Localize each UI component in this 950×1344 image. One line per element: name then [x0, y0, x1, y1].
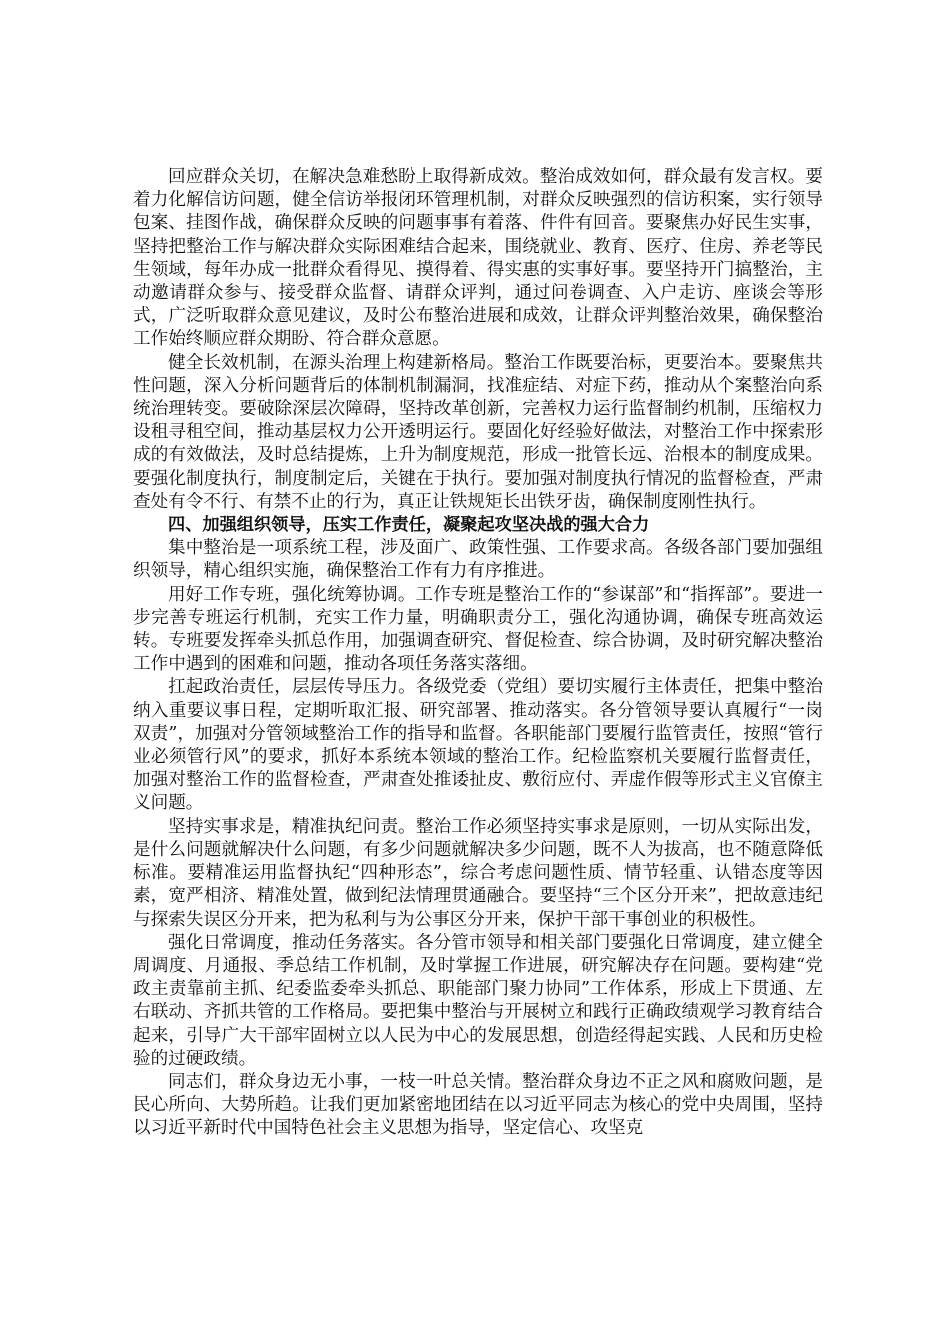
paragraph-system-project: 集中整治是一项系统工程，涉及面广、政策性强、工作要求高。各级各部门要加强组织领导，精心组织实施，确保整治工作有力有序推进。 — [133, 538, 823, 582]
paragraph-closing-remarks: 同志们，群众身边无小事，一枝一叶总关情。整治群众身边不正之风和腐败问题，是民心所向、大势所趋。让我们更加紧密地团结在以习近平同志为核心的党中央周围，坚持以习近平新时代中国特色社会主义思想为指导，坚定信心、攻坚克 — [133, 1071, 823, 1139]
document-body — [133, 166, 823, 1141]
paragraph-daily-scheduling: 强化日常调度，推动任务落实。各分管市领导和相关部门要强化日常调度，建立健全周调度、月通报、季总结工作机制，及时掌握工作进展，研究解决存在问题。要构建“党政主责靠前主抓、纪委监委牵头抓总、职能部门聚力协同”工作体系，形成上下贯通、左右联动、齐抓共管的工作格局。要把集中整治与开展树立和践行正确政绩观学习教育结合起来，引导广大干部牢固树立以人民为中心的发展思想，创造经得起实践、人民和历史检验的过硬政绩。 — [133, 932, 823, 1069]
paragraph-political-responsibility: 扛起政治责任，层层传导压力。各级党委（党组）要切实履行主体责任，把集中整治纳入重要议事日程，定期听取汇报、研究部署、推动落实。各分管领导要认真履行“一岗双责”，加强对分管领域整治工作的指导和监督。各职能部门要履行监管责任，按照“管行业必须管行风”的要求，抓好本系统本领域的整治工作。纪检监察机关要履行监督责任，加强对整治工作的监督检查，严肃查处推诿扯皮、敷衍应付、弄虚作假等形式主义官僚主义问题。 — [133, 677, 823, 814]
paragraph-mass-concerns: 回应群众关切，在解决急难愁盼上取得新成效。整治成效如何，群众最有发言权。要着力化解信访问题，健全信访举报闭环管理机制，对群众反映强烈的信访积案，实行领导包案、挂图作战，确保群众反映的问题事事有着落、件件有回音。要聚焦办好民生实事，坚持把整治工作与解决群众实际困难结合起来，围绕就业、教育、医疗、住房、养老等民生领域，每年办成一批群众看得见、摸得着、得实惠的实事好事。要坚持开门搞整治，主动邀请群众参与、接受群众监督、请群众评判，通过问卷调查、入户走访、座谈会等形式，广泛听取群众意见建议，及时公布整治进展和成效，让群众评判整治效果，确保整治工作始终顺应群众期盼、符合群众意愿。 — [133, 167, 823, 350]
section-heading-organization-leadership: 四、加强组织领导，压实工作责任，凝聚起攻坚决战的强大合力 — [168, 515, 650, 536]
paragraph-seek-truth-from-facts: 坚持实事求是，精准执纪问责。整治工作必须坚持实事求是原则，一切从实际出发，是什么问题就解决什么问题，有多少问题就解决多少问题，既不人为拔高，也不随意降低标准。要精准运用监督执纪“四种形态”，综合考虑问题性质、情节轻重、认错态度等因素，宽严相济、精准处置，做到纪法情理贯通融合。要坚持“三个区分开来”，把故意违纪与探索失误区分开来，把为私利与为公事区分开来，保护干部干事创业的积极性。 — [133, 816, 823, 930]
paragraph-work-task-force: 用好工作专班，强化统筹协调。工作专班是整治工作的“参谋部”和“指挥部”。要进一步完善专班运行机制，充实工作力量，明确职责分工，强化沟通协调，确保专班高效运转。专班要发挥牵头抓总作用，加强调查研究、督促检查、综合协调，及时研究解决整治工作中遇到的困难和问题，推动各项任务落实落细。 — [133, 584, 823, 675]
paragraph-long-term-mechanism: 健全长效机制，在源头治理上构建新格局。整治工作既要治标，更要治本。要聚焦共性问题，深入分析问题背后的体制机制漏洞，找准症结、对症下药，推动从个案整治向系统治理转变。要破除深层次障碍，坚持改革创新，完善权力运行监督制约机制，压缩权力设租寻租空间，推动基层权力公开透明运行。要固化好经验好做法，对整治工作中探索形成的有效做法，及时总结提炼，上升为制度规范，形成一批管长远、治根本的制度成果。要强化制度执行，制度制定后，关键在于执行。要加强对制度执行情况的监督检查，严肃查处有令不行、有禁不止的行为，真正让铁规矩长出铁牙齿，确保制度刚性执行。 — [133, 352, 823, 512]
